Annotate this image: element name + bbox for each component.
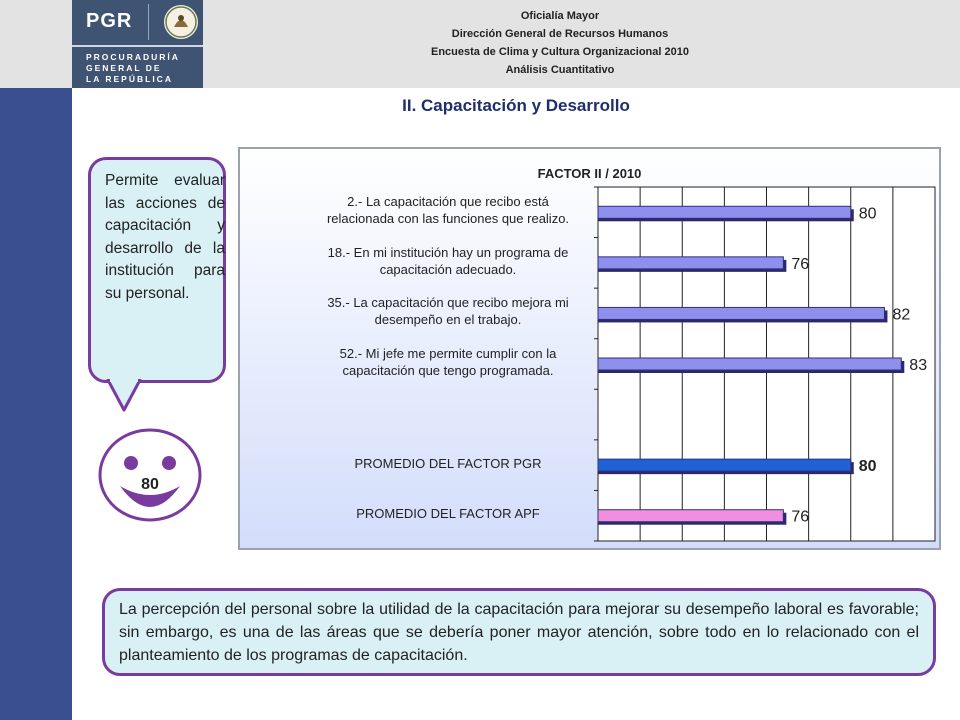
logo-sub-3: LA REPÚBLICA	[86, 74, 173, 84]
category-label	[306, 455, 590, 472]
header-line-1: Oficialía Mayor	[520, 10, 600, 22]
category-label-line: 2.- La capacitación que recibo está	[347, 194, 549, 210]
category-label-line: 18.- En mi institución hay un programa de	[327, 244, 569, 260]
data-label: 76	[791, 255, 810, 273]
section-title: II. Capacitación y Desarrollo	[402, 96, 630, 115]
data-label: 80	[858, 458, 877, 476]
bar	[598, 459, 851, 471]
seal-icon	[164, 5, 198, 39]
chart-panel	[238, 147, 941, 550]
data-label: 83	[909, 357, 928, 374]
score-value: 80	[141, 476, 159, 493]
pgr-logo	[72, 0, 203, 88]
bar	[598, 257, 783, 269]
conclusion-box	[102, 588, 936, 676]
bubble-text: Permite evaluar las acciones de capacitación y desarrollo de la institución para su personal.	[105, 172, 225, 302]
bar	[598, 206, 851, 218]
logo-mark: PGR	[86, 10, 133, 32]
category-label	[306, 345, 590, 379]
category-label-line: relacionada con las funciones que realizo.	[326, 211, 570, 227]
category-label	[306, 193, 590, 227]
bar	[598, 358, 901, 370]
category-label	[306, 244, 590, 278]
chart-title: FACTOR II / 2010	[537, 166, 642, 181]
category-label-line: 52.- Mi jefe me permite cumplir con la	[339, 346, 557, 361]
header-line-4: Análisis Cuantitativo	[505, 64, 615, 76]
data-label: 82	[892, 306, 911, 324]
category-label	[306, 294, 590, 328]
category-label-line: capacitación que tengo programada.	[342, 363, 554, 378]
description-bubble	[88, 157, 226, 383]
bar	[598, 510, 783, 522]
category-label	[306, 505, 590, 522]
data-label: 76	[791, 508, 810, 526]
category-label-line: desempeño en el trabajo.	[374, 312, 522, 328]
bar	[598, 307, 884, 319]
header-line-2: Dirección General de Recursos Humanos	[451, 28, 669, 40]
left-rail	[0, 88, 72, 720]
smiley-icon	[98, 428, 202, 522]
category-label-line: 35.- La capacitación que recibo mejora mi	[327, 295, 569, 311]
logo-sub-2: GENERAL DE	[86, 63, 162, 73]
header-line-3: Encuesta de Clima y Cultura Organizacional 2010	[431, 46, 689, 58]
logo-rule	[72, 45, 203, 47]
bubble-tail	[106, 379, 146, 413]
logo-sub-1: PROCURADURÍA	[86, 52, 180, 62]
category-label-line: capacitación adecuado.	[379, 261, 517, 277]
category-label-line: PROMEDIO DEL FACTOR PGR	[354, 455, 542, 471]
logo-divider	[148, 4, 149, 40]
data-label: 80	[858, 205, 877, 223]
conclusion-text: La percepción del personal sobre la utilidad de la capacitación para mejorar su desempeño laboral es favorable; sin embargo, es una de las áreas que se debería poner mayor atención, sobre todo en lo relacionado con el planteamiento de los programas de capacitación.	[119, 601, 919, 664]
category-label-line: PROMEDIO DEL FACTOR APF	[356, 506, 540, 522]
